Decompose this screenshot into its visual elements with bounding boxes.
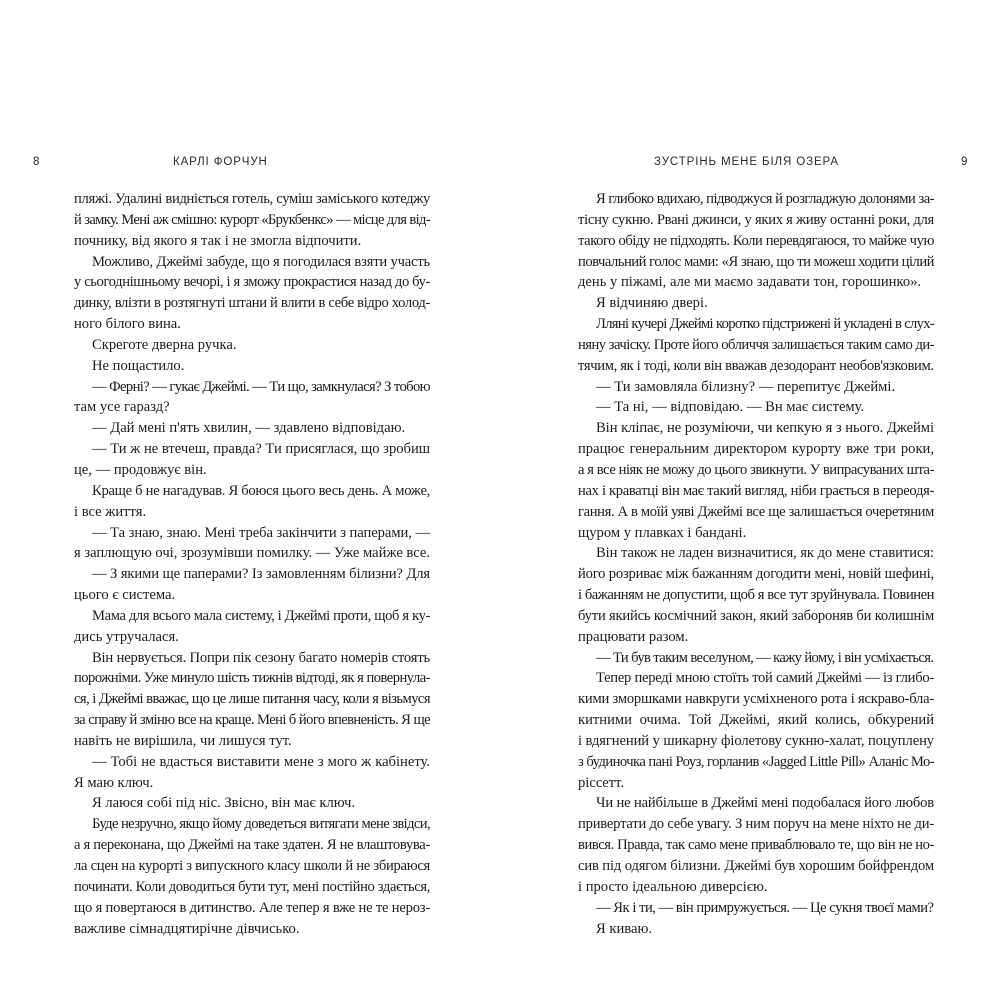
text-line: повчальний голос мами: «Я знаю, що ти можеш ходити цілий	[578, 253, 934, 270]
text-line: щуром у плавках і бандані.	[578, 524, 747, 541]
text-line: Можливо, Джеймі забуде, що я погодилася взяти участь	[92, 253, 430, 270]
text-line: Я відчиняю двері.	[596, 295, 708, 312]
paragraph	[578, 793, 934, 897]
text-line: дись утручалася.	[74, 628, 179, 645]
text-line: Буде незручно, якщо йому доведеться витягати мене звідси,	[92, 816, 430, 833]
left-page-body	[74, 189, 430, 939]
text-line: гання. А в моїй уяві Джеймі все ще залишається очеретяним	[578, 503, 934, 520]
paragraph	[74, 648, 430, 752]
paragraph	[578, 418, 934, 543]
text-line: ного білого вина.	[74, 316, 181, 333]
text-line: і бажанням не допустити, щоб я все тут зруйнувала. Повинен	[578, 587, 934, 604]
text-line: ла сцен на курорті з випускного класу школи й не збираюся	[74, 858, 430, 874]
text-line: няну зачіску. Проте його обличчя залишається таким само ди-	[578, 336, 934, 353]
paragraph	[578, 377, 934, 398]
text-line: з будиночка пані Роуз, горланив «Jagged Little Pill» Аланіс Мо-	[578, 753, 934, 770]
text-line: — Ферні? — гукає Джеймі. — Ти що, замкнулася? З тобою	[92, 378, 430, 395]
paragraph	[578, 919, 934, 940]
text-line: день у піжамі, але ми маємо задавати тон, горошинко».	[578, 274, 922, 291]
text-line: — З якими ще паперами? Із замовленням білизни? Для	[92, 566, 430, 583]
text-line: динку, влізти в розтягнуті штани й влити в себе відро холод-	[74, 295, 430, 312]
paragraph	[578, 668, 934, 793]
text-line: — Ти замовляла білизну? — перепитує Джеймі.	[596, 378, 896, 395]
paragraph	[578, 293, 934, 314]
text-line: — Тобі не вдасться виставити мене з мого ж кабінету.	[92, 753, 430, 770]
text-line: вився. Правда, так само мене приваблювало те, що він не но-	[578, 837, 934, 854]
text-line: пляжі. Удалині видніється готель, суміш заміського котеджу	[74, 191, 430, 207]
text-line: Чи не найбільше в Джеймі мені подобалася його любов	[596, 795, 934, 812]
text-line: Я киваю.	[596, 920, 653, 937]
text-line: Скреготе дверна ручка.	[92, 336, 237, 353]
paragraph	[74, 752, 430, 794]
text-line: порожніми. Уже минуло шість тижнів відтоді, як я повернула-	[74, 670, 430, 687]
text-line: Я глибоко вдихаю, підводжуся й розгладжую долонями за-	[596, 191, 934, 207]
text-line: Він нервується. Попри пік сезону багато номерів стоять	[92, 649, 430, 666]
text-line: важливе сімнадцятирічне дівчисько.	[74, 920, 300, 937]
paragraph	[74, 523, 430, 565]
page-number: 8	[33, 156, 41, 168]
text-line: Я лаюся собі під ніс. Звісно, він має ключ.	[92, 795, 356, 812]
paragraph	[578, 397, 934, 418]
paragraph	[74, 814, 430, 939]
text-line: нах і краватці він має такий вигляд, ніби грається в переодя-	[578, 482, 934, 499]
text-line: такого обіду не підходять. Коли перевдягаюся, то майже чую	[578, 232, 934, 249]
text-line: Мама для всього мала систему, і Джеймі проти, щоб я ку-	[92, 607, 430, 624]
book-title: ЗУСТРІНЬ МЕНЕ БІЛЯ ОЗЕРА	[654, 156, 839, 168]
text-line: Краще б не нагадував. Я боюся цього весь день. А може,	[92, 482, 430, 499]
text-line: почнику, від якого я так і не змогла відпочити.	[74, 232, 362, 249]
text-line: кими зморшками навкруги усміхненого рота і яскраво-бла-	[578, 691, 934, 708]
text-line: працює генеральним директором курорту вже три роки,	[578, 441, 934, 458]
paragraph	[74, 189, 430, 252]
paragraph	[74, 439, 430, 481]
text-line: це, — продовжує він.	[74, 461, 207, 478]
text-line: а я переконана, що Джеймі на таке здатен. Я не влаштовува-	[74, 837, 430, 854]
paragraph	[74, 356, 430, 377]
text-line: я заплющую очі, зрозумівши помилку. — Уже майже все.	[74, 545, 430, 562]
paragraph	[74, 481, 430, 523]
text-line: а я все ніяк не можу до цього звикнути. У випрасуваних шта-	[578, 461, 934, 478]
text-line: рісcетт.	[578, 774, 625, 791]
paragraph	[74, 377, 430, 419]
text-line: — Та ні, — відповідаю. — Вн має систему.	[596, 399, 865, 416]
text-line: сив під одягом білизни. Джеймі був хорошим бойфрендом	[578, 858, 934, 874]
paragraph	[578, 314, 934, 377]
paragraph	[74, 564, 430, 606]
text-line: Лляні кучері Джеймі коротко підстрижені й укладені в слух-	[596, 316, 934, 333]
page-number: 9	[961, 156, 969, 168]
text-line: — Ти був таким веселуном, — кажу йому, і він усміхається.	[596, 649, 934, 666]
text-line: у сьогоднішньому вечорі, і я зможу прокрастися назад до бу-	[74, 274, 430, 291]
text-line: — Як і ти, — він примружується. — Це сукня твоєї мами?	[596, 899, 934, 916]
paragraph	[74, 793, 430, 814]
text-line: — Та знаю, знаю. Мені треба закінчити з паперами, —	[92, 524, 430, 541]
paragraph	[74, 606, 430, 648]
text-line: за справу й зміню все на краще. Мені б його впевненість. Я ще	[74, 712, 430, 729]
text-line: Він також не ладен визначитися, як до мене ставитися:	[596, 545, 934, 562]
right-page-body	[578, 189, 934, 939]
text-line: і все життя.	[74, 503, 147, 520]
paragraph	[578, 898, 934, 919]
paragraph	[578, 648, 934, 669]
author-name: КАРЛІ ФОРЧУН	[173, 156, 268, 168]
text-line: що я повертаюся в дитинство. Але тепер я вже не те нероз-	[74, 899, 430, 916]
paragraph	[578, 189, 934, 293]
text-line: ся, і Джеймі вважає, що це лише питання часу, коли я візьмуся	[74, 691, 430, 708]
paragraph	[578, 543, 934, 647]
text-line: й замку. Мені аж смішно: курорт «Брукбенкс» — місце для від-	[74, 211, 430, 228]
text-line: навіть не вирішила, чи лишуся тут.	[74, 732, 292, 749]
text-line: там усе гаразд?	[74, 399, 170, 416]
text-line: і вдягнений у шикарну фіолетову сукню-халат, поцуплену	[578, 732, 934, 749]
text-line: привертати до себе увагу. З ним поруч на мене ніхто не ди-	[578, 816, 934, 833]
text-line: його розриває між бажанням догодити мені, новій шефині,	[578, 566, 934, 583]
right-page	[500, 0, 1000, 1000]
text-line: починати. Коли доводиться бути тут, мені постійно здається,	[74, 878, 430, 895]
text-line: китними очима. Той Джеймі, який колись, обкурений	[578, 712, 934, 729]
text-line: тісну сукню. Рвані джинси, у яких я живу останні роки, для	[578, 211, 934, 228]
paragraph	[74, 252, 430, 335]
text-line: цього є система.	[74, 587, 176, 604]
text-line: Не пощастило.	[92, 357, 185, 374]
text-line: тячим, як і тоді, коли він вважав дезодорант необов'язковим.	[578, 357, 934, 374]
text-line: і просто ідеальною диверсією.	[578, 878, 768, 895]
text-line: Я маю ключ.	[74, 774, 154, 791]
text-line: — Дай мені п'ять хвилин, — здавлено відповідаю.	[92, 420, 406, 437]
text-line: Він кліпає, не розуміючи, чи кепкую я з нього. Джеймі	[596, 420, 934, 437]
paragraph	[74, 335, 430, 356]
text-line: — Ти ж не втечеш, правда? Ти присяглася, що зробиш	[92, 441, 430, 458]
text-line: бути якийсь космічний закон, який забороняв би колишнім	[578, 607, 934, 624]
paragraph	[74, 418, 430, 439]
text-line: Тепер переді мною стоїть той самий Джеймі — із глибо-	[596, 670, 934, 687]
text-line: працювати разом.	[578, 628, 689, 645]
